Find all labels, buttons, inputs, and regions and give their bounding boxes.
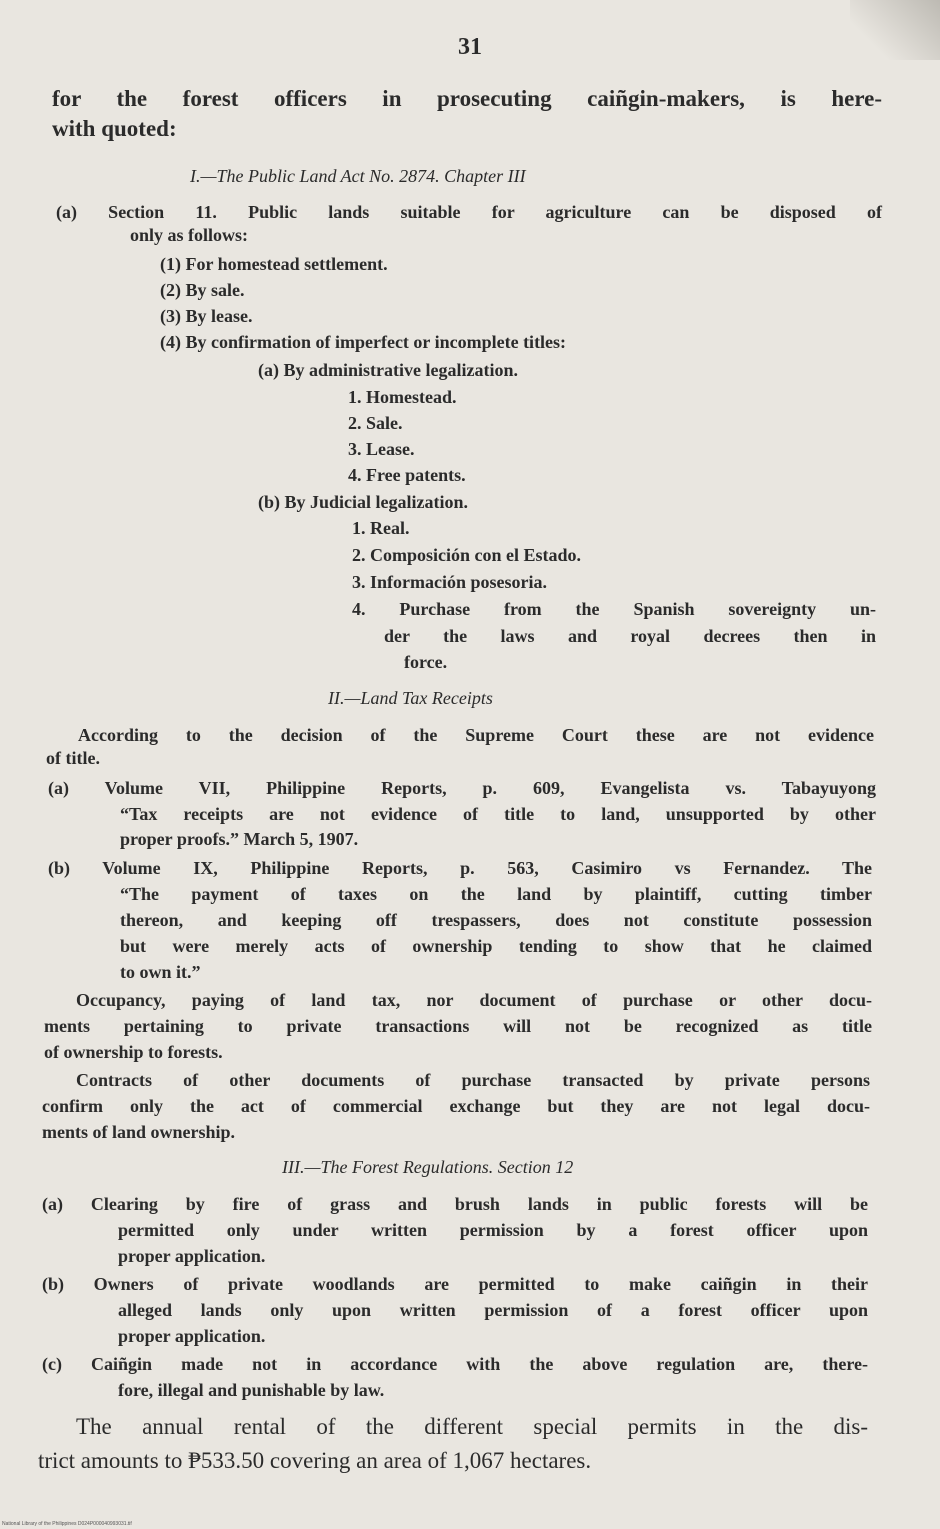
contracts-line-2: confirm only the act of commercial exchange but they are not legal docu-: [42, 1096, 870, 1116]
s2-b-line-4: but were merely acts of ownership tending to show that he claimed: [120, 936, 872, 956]
s1-sub-b-item-2: 2. Composición con el Estado.: [352, 545, 582, 565]
intro-line-2: with quoted:: [52, 116, 177, 141]
s1-sub-b: (b) By Judicial legalization.: [258, 492, 469, 512]
occupancy-line-1: Occupancy, paying of land tax, nor document of purchase or other docu-: [76, 990, 872, 1010]
s1-sub-b-cont-2: force.: [404, 652, 448, 672]
s3-c-line-1: (c) Caiñgin made not in accordance with the above regulation are, there-: [42, 1354, 868, 1374]
intro-line-1: for the forest officers in prosecuting caiñgin-makers, is here-: [52, 86, 882, 111]
contracts-line-1: Contracts of other documents of purchase transacted by private persons: [76, 1070, 870, 1090]
contracts-line-3: ments of land ownership.: [42, 1122, 236, 1142]
s1-a-line-1: (a) Section 11. Public lands suitable for agriculture can be disposed of: [56, 202, 882, 222]
s1-sub-b-cont-1: der the laws and royal decrees then in: [384, 626, 876, 646]
occupancy-line-3: of ownership to forests.: [44, 1042, 223, 1062]
s2-b-line-3: thereon, and keeping off trespassers, does not constitute possession: [120, 910, 872, 930]
s2-b-line-1: (b) Volume IX, Philippine Reports, p. 563, Casimiro vs Fernandez. The: [48, 858, 872, 878]
s2-b-line-2: “The payment of taxes on the land by plaintiff, cutting timber: [120, 884, 872, 904]
s1-sub-a-item-1: 1. Homestead.: [348, 387, 457, 407]
s1-item-2: (2) By sale.: [160, 280, 245, 300]
s1-sub-b-item-3: 3. Información posesoria.: [352, 572, 547, 592]
page-number: 31: [458, 34, 482, 60]
s2-a-line-3: proper proofs.” March 5, 1907.: [120, 829, 359, 849]
s3-a-line-2: permitted only under written permission by a forest officer upon: [118, 1220, 868, 1240]
closing-line-2: trict amounts to ₱533.50 covering an area of 1,067 hectares.: [38, 1448, 592, 1473]
s2-para-line-1: According to the decision of the Supreme Court these are not evidence: [78, 725, 874, 745]
s1-sub-a-item-2: 2. Sale.: [348, 413, 403, 433]
s1-sub-b-item-4: 4. Purchase from the Spanish sovereignty un-: [352, 599, 876, 619]
s1-item-3: (3) By lease.: [160, 306, 253, 326]
s1-item-4: (4) By confirmation of imperfect or incomplete titles:: [160, 332, 567, 352]
scan-footer: National Library of the Philippines D024P000040993031.tif: [2, 1521, 132, 1527]
s1-a-line-2: only as follows:: [130, 225, 249, 245]
s2-b-line-5: to own it.”: [120, 962, 201, 982]
section-1-heading: I.—The Public Land Act No. 2874. Chapter III: [190, 166, 526, 186]
s3-b-line-3: proper application.: [118, 1326, 266, 1346]
s1-sub-a-item-4: 4. Free patents.: [348, 465, 466, 485]
s3-c-line-2: fore, illegal and punishable by law.: [118, 1380, 385, 1400]
s1-sub-a-item-3: 3. Lease.: [348, 439, 415, 459]
s1-item-1: (1) For homestead settlement.: [160, 254, 388, 274]
section-2-heading: II.—Land Tax Receipts: [328, 688, 493, 708]
s1-sub-a: (a) By administrative legalization.: [258, 360, 518, 380]
s3-b-line-2: alleged lands only upon written permission of a forest officer upon: [118, 1300, 868, 1320]
s3-a-line-3: proper application.: [118, 1246, 266, 1266]
s2-a-line-2: “Tax receipts are not evidence of title to land, unsupported by other: [120, 804, 876, 824]
s3-b-line-1: (b) Owners of private woodlands are permitted to make caiñgin in their: [42, 1274, 868, 1294]
section-3-heading: III.—The Forest Regulations. Section 12: [282, 1157, 574, 1177]
occupancy-line-2: ments pertaining to private transactions will not be recognized as title: [44, 1016, 872, 1036]
s2-para-line-2: of title.: [46, 748, 100, 768]
closing-line-1: The annual rental of the different special permits in the dis-: [76, 1414, 868, 1439]
s1-sub-b-item-1: 1. Real.: [352, 518, 410, 538]
s3-a-line-1: (a) Clearing by fire of grass and brush lands in public forests will be: [42, 1194, 868, 1214]
s2-a-line-1: (a) Volume VII, Philippine Reports, p. 609, Evangelista vs. Tabayuyong: [48, 778, 876, 798]
